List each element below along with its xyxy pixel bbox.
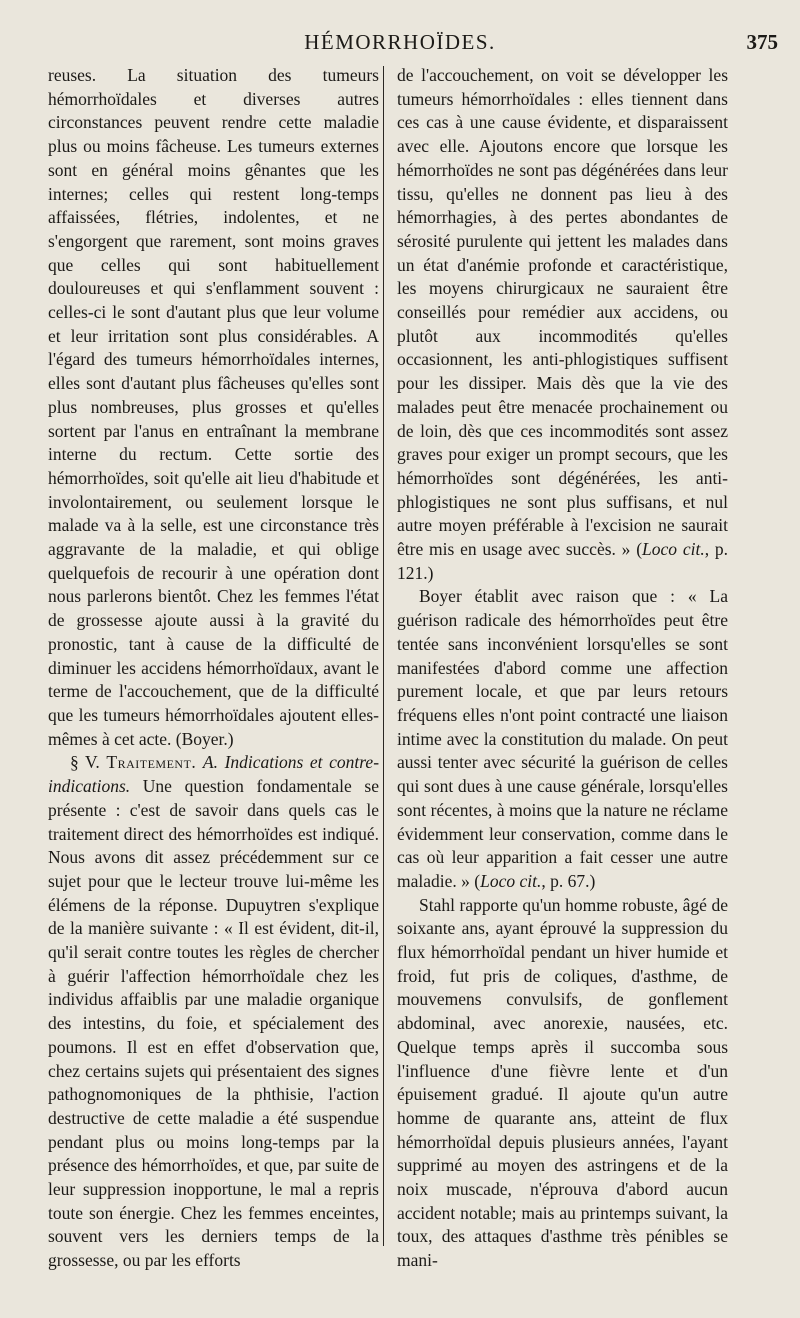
column-divider — [383, 66, 384, 1246]
section-title: Traitement. — [106, 752, 197, 773]
section-paragraph — [48, 751, 379, 1272]
section-number: § V. — [70, 752, 100, 773]
citation: Loco cit. — [642, 539, 705, 560]
page-title: HÉMORRHOÏDES. — [304, 30, 496, 54]
right-column — [397, 64, 728, 1273]
paragraph-continuation: reuses. La situation des tumeurs hémorrhoïdales et diverses autres circonstances peuvent rendre cette maladie plus ou moins fâcheuse. Les tumeurs externes sont en général moins gênantes que les internes; celles qui restent long-temps affaissées, flétries, indolentes, et ne s'engorgent que rarement, sont moins graves que celles qui sont habituellement douloureuses et qui s'enflamment souvent : celles-ci le sont d'autant plus que leur volume et leur irritation sont plus considérables. A l'égard des tumeurs hémorrhoïdales internes, elles sont d'autant plus fâcheuses qu'elles sont plus nombreuses, plus grosses et qu'elles sortent par l'anus en entraînant la membrane interne du rectum. Cette sortie des hémorrhoïdes, soit qu'elle ait lieu d'habitude et involontairement, ou seulement lorsque le malade va à la selle, est une circonstance très aggravante de la maladie, et qui oblige quelquefois de recourir à une opération dont nous parlerons bientôt. Chez les femmes l'état de grossesse ajoute aussi à la gravité du pronostic, tant à cause de la difficulté de diminuer les accidens hémorrhoïdaux, avant le terme de l'accouchement, que de la difficulté que les tumeurs hémorrhoïdales ajoutent elles-mêmes à cet acte. (Boyer.) — [48, 65, 379, 749]
page-number: 375 — [746, 30, 778, 54]
paragraph-text: Une question fondamentale se présente : c'est de savoir dans quels cas le traitement direct des hémorrhoïdes est indiqué. Nous avons dit assez précédemment sur ce sujet pour que le lecteur trouve lui-même les élémens de la réponse. Dupuytren s'explique de la manière suivante : « Il est évident, dit-il, qu'il serait contre toutes les règles de chercher à guérir l'affection hémorrhoïdale chez les individus affaiblis par une maladie organique des intestins, du foie, et spécialement des poumons. Il est en effet d'observation que, chez certains sujets qui présentaient des signes pathognomoniques de la phthisie, l'action destructive de cette maladie a été suspendue pendant plus ou moins long-temps par la présence des hémorrhoïdes, et que, par suite de leur suppression inopportune, le mal a repris toute son énergie. Chez les femmes enceintes, souvent vers les derniers temps de la grossesse, ou par les efforts — [48, 776, 379, 1271]
paragraph-continuation — [397, 64, 728, 585]
paragraph — [397, 585, 728, 893]
citation-page: , p. 121.) — [397, 539, 728, 583]
left-column — [48, 64, 379, 1273]
running-head — [0, 30, 800, 58]
citation: Loco cit. — [480, 870, 542, 891]
paragraph: Stahl rapporte qu'un homme robuste, âgé de soixante ans, ayant éprouvé la suppression du flux hémorrhoïdal pendant un hiver humide et froid, fut pris de coliques, d'asthme, de mouvemens convulsifs, de gonflement abdominal, avec anorexie, nausées, etc. Quelque temps après il succomba sous l'influence d'une fièvre lente et d'un épuisement gradué. Il ajoute qu'un autre homme de quarante ans, atteint de flux hémorrhoïdal depuis plusieurs années, l'ayant supprimé au moyen des astringens et de la noix muscade, n'éprouva d'abord aucun accident notable; mais au printemps suivant, la toux, des attaques d'asthme très pénibles se mani- — [397, 894, 728, 1271]
section-subtitle: A. Indications et contre-indications. — [48, 752, 380, 797]
paragraph-text: de l'accouchement, on voit se développer les tumeurs hémorrhoïdales : elles tiennent dans ces cas à une cause évidente, et disparaissent avec elle. Ajoutons encore que lorsque les hémorrhoïdes ne sont pas dégénérées dans leur tissu, qu'elles ne donnent pas lieu à des hémorrhagies, à des pertes abondantes de sérosité purulente qui jettent les malades dans un état d'anémie profonde et caractéristique, les moyens chirurgicaux ne sauraient être conseillés pour remédier aux accidens, ou plutôt aux incommodités qu'elles occasionnent, les anti-phlogistiques suffisent pour les dissiper. Mais dès que la vie des malades peut être menacée prochainement ou de loin, dès que ces incommodités sont assez graves pour exiger un prompt secours, que les hémorrhoïdes sont dégénérées, les anti-phlogistiques ne sont plus suffisans, et nul autre moyen préférable à l'excision ne saurait être mis en usage avec succès. » ( — [397, 65, 728, 560]
paragraph-text: Boyer établit avec raison que : « La guérison radicale des hémorrhoïdes peut être tentée sans inconvénient lorsqu'elles se sont manifestées d'abord comme une affection purement locale, et que par leurs retours fréquens elles n'ont point contracté une liaison intime avec la constitution du malade. On peut aussi tenter avec sécurité la guérison de celles qui sont dues à une cause générale, lorsqu'elles sont récentes, à moins que la nature ne réclame évidemment leur conservation, comme dans le cas où leur apparition a fait cesser une autre maladie. » ( — [397, 586, 728, 891]
citation-page: , p. 67.) — [541, 870, 596, 891]
